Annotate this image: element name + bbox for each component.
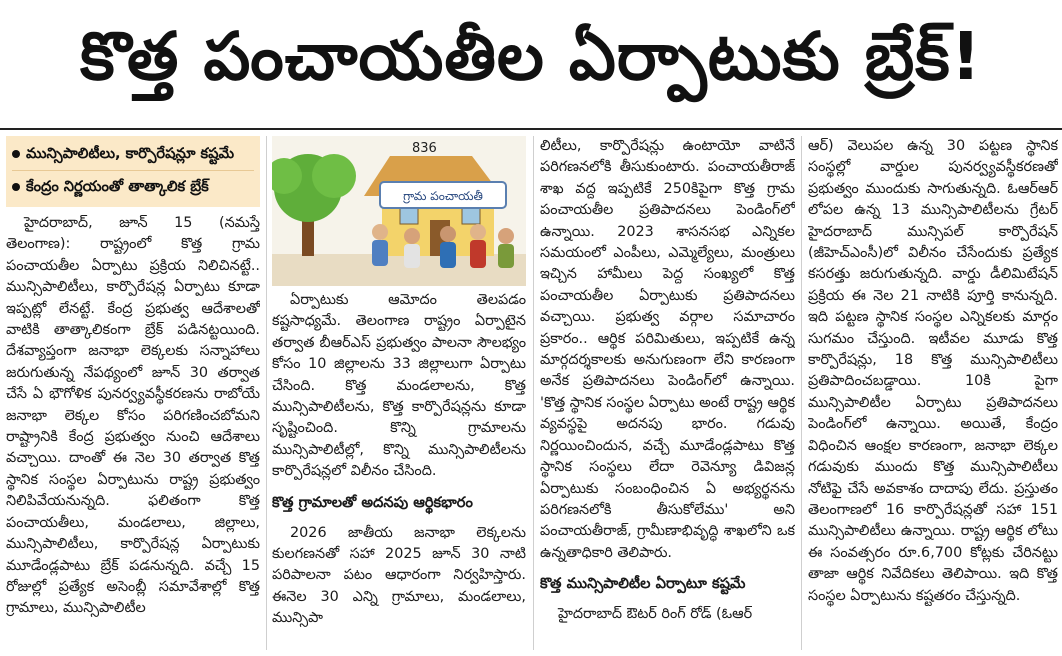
highlight-item	[12, 170, 254, 199]
column-divider	[266, 136, 267, 650]
subheading: కొత్త గ్రామాలతో అదనపు ఆర్థికభారం	[272, 493, 473, 511]
highlights-box	[6, 136, 260, 207]
paragraph: హైదరాబాద్, జూన్ 15 (నమస్తే తెలంగాణ): రాష్ట్రంలో కొత్త గ్రామ పంచాయతీల ఏర్పాటు ప్రక్రియ నిలిచినట్టే.. మున్సిపాలిటీలు, కార్పొరేషన్ల ఏర్పాటు కూడా ఇప్పట్లో లేనట్టే. కేంద్ర ప్రభుత్వ ఆదేశాలతో వాటికి తాత్కాలికంగా బ్రేక్ పడినట్టయింది. దేశవ్యాప్తంగా జనాభా లెక్కలకు సన్నాహాలు జరుగుతున్న నేపథ్యంలో జూన్ 30 తర్వాత చేసే ఏ భౌగోళిక పునర్వ్యవస్థీకరణను రాబోయే జనాభా లెక్కల కోసం పరిగణించబోమని రాష్ట్రానికి కేంద్ర ప్రభుత్వం నుంచి ఆదేశాలు వచ్చాయి. దాంతో ఈ నెల 30 తర్వాత కొత్త స్థానిక సంస్థల ఏర్పాటును రాష్ట్ర ప్రభుత్వం నిలిపివేయనున్నది. ఫలితంగా కొత్త పంచాయతీలు, మండలాలు, జిల్లాలు, మున్సిపాలిటీలు, కార్పొరేషన్ల ఏర్పాటుకు మూడేండ్లపాటు బ్రేక్ పడనున్నది. వచ్చే 15 రోజుల్లో ప్రత్యేక అసెంబ్లీ సమావేశాల్లో కొత్త గ్రామాలు, మున్సిపాలిటీల	[6, 215, 260, 617]
headline-rule	[0, 128, 1062, 130]
illustration	[272, 136, 526, 286]
paragraph: లిటీలు, కార్పొరేషన్లు ఉంటాయో వాటినే పరిగణనలోకి తీసుకుంటారు. పంచాయతీరాజ్ శాఖ వద్ద ఇప్పటికే 250కిపైగా కొత్త గ్రామ పంచాయతీల ప్రతిపాదనలు పెండింగ్‌లో ఉన్నాయి. 2023 శాసనసభ ఎన్నికల సమయంలో ఎంపీలు, ఎమ్మెల్యేలు, మంత్రులు ఇచ్చిన హామీలు పెద్ద సంఖ్యలో కొత్త పంచాయతీల ఏర్పాటుకు ప్రతిపాదనలు వచ్చాయి. ప్రభుత్వ వర్గాల సమాచారం ప్రకారం.. ఆర్థిక పరిమితులు, ఇప్పటికే ఉన్న మార్గదర్శకాలకు అనుగుణంగా లేని కారణంగా అనేక ప్రతిపాదనలు పెండింగ్‌లో ఉన్నాయి. 'కొత్త స్థానిక సంస్థల ఏర్పాటు అంటే రాష్ట్ర ఆర్థిక వ్యవస్థపై అదనపు భారం. గడువు నిర్ణయించిందున, వచ్చే మూడేండ్లపాటు కొత్త స్థానిక సంస్థలు లేదా రెవెన్యూ డివిజన్ల ఏర్పాటుకు సంబంధించిన ఏ అభ్యర్థనను పరిగణనలోకి తీసుకోలేము' అని పంచాయతీరాజ్, గ్రామీణాభివృద్ధి శాఖలోని ఒక ఉన్నతాధికారి తెలిపారు.	[540, 138, 795, 561]
column-divider	[533, 136, 534, 650]
column-divider	[801, 136, 802, 650]
highlight-text: కేంద్రం నిర్ణయంతో తాత్కాలిక బ్రేక్	[26, 178, 209, 195]
paragraph: ఏర్పాటుకు ఆమోదం తెలపడం కష్టసాధ్యమే. తెలంగాణ రాష్ట్రం ఏర్పాటైన తర్వాత బీఆర్ఎస్ ప్రభుత్వం పాలనా సౌలభ్యం కోసం 10 జిల్లాలను 33 జిల్లాలుగా ఏర్పాటు చేసింది. కొత్త మండలాలను, కొత్త మున్సిపాలిటీలను, కొత్త కార్పొరేషన్లను కూడా సృష్టించింది. కొన్ని గ్రామాలను మున్సిపాలిటీల్లో, కొన్ని మున్సిపాలిటీలను కార్పొరేషన్లలో విలీనం చేసింది.	[272, 292, 526, 480]
column-1	[6, 136, 260, 620]
paragraph: 2026 జాతీయ జనాభా లెక్కలను కులగణనతో సహా 2025 జూన్ 30 నాటి పరిపాలనా పటం ఆధారంగా నిర్వహిస్తారు. ఈనెల 30 ఎన్ని గ్రామాలు, మండలాలు, మున్సిపా	[272, 524, 526, 627]
panchayat-illustration-icon	[272, 136, 526, 286]
sign-text: గ్రామ పంచాయతీ	[403, 189, 483, 203]
house-number: 836	[412, 141, 437, 156]
highlight-text: మున్సిపాలిటీలు, కార్పొరేషన్లూ కష్టమే	[26, 145, 235, 162]
paragraph: హైదరాబాద్ ఔటర్ రింగ్ రోడ్ (ఓఆర్	[558, 606, 753, 623]
bullet-icon	[12, 150, 20, 158]
highlight-item	[12, 142, 254, 166]
column-2	[272, 290, 526, 630]
column-4	[808, 136, 1058, 607]
column-3	[540, 136, 795, 626]
subheading: కొత్త మున్సిపాలిటీల ఏర్పాటూ కష్టమే	[540, 575, 746, 593]
bullet-icon	[12, 183, 20, 191]
paragraph: ఆర్) వెలుపల ఉన్న 30 పట్టణ స్థానిక సంస్థల్లో వార్డుల పునర్వ్యవస్థీకరణతో ప్రభుత్వం ముందుకు సాగుతున్నది. ఓఆర్ఆర్ లోపల ఉన్న 13 మున్సిపాలిటీలను గ్రేటర్ హైదరాబాద్ మున్సిపల్ కార్పొరేషన్ (జీహెచ్ఎంసీ)లో విలీనం చేసేందుకు ప్రత్యేక కసరత్తు జరుగుతున్నది. వార్డు డీలిమిటేషన్ ప్రక్రియ ఈ నెల 21 నాటికి పూర్తి కానున్నది. ఇది పట్టణ స్థానిక సంస్థల ఎన్నికలకు మార్గం సుగమం చేస్తుంది. ఇటీవల మూడు కొత్త కార్పొరేషన్లు, 18 కొత్త మున్సిపాలిటీలు ప్రతిపాదించబడ్డాయి. 10కి పైగా మున్సిపాలిటీల ఏర్పాటు ప్రతిపాదనలు పెండింగ్‌లో ఉన్నాయి. అయితే, కేంద్రం విధించిన ఆంక్షల కారణంగా, జనాభా లెక్కల గడువుకు ముందు కొత్త మున్సిపాలిటీలు నోటిఫై చేసే అవకాశం దాదాపు లేదు. ప్రస్తుతం తెలంగాణలో 16 కార్పొరేషన్లతో సహా 151 మున్సిపాలిటీలు ఉన్నాయి. రాష్ట్ర ఆర్థిక లోటు ఈ సంవత్సరం రూ.6,700 కోట్లకు చేరినట్టు తాజా ఆర్థిక నివేదికలు తెలిపాయి. ఇది కొత్త సంస్థల ఏర్పాటును కష్టతరం చేస్తున్నది.	[808, 138, 1058, 604]
headline: కొత్త పంచాయతీల ఏర్పాటుకు బ్రేక్!	[80, 17, 982, 95]
